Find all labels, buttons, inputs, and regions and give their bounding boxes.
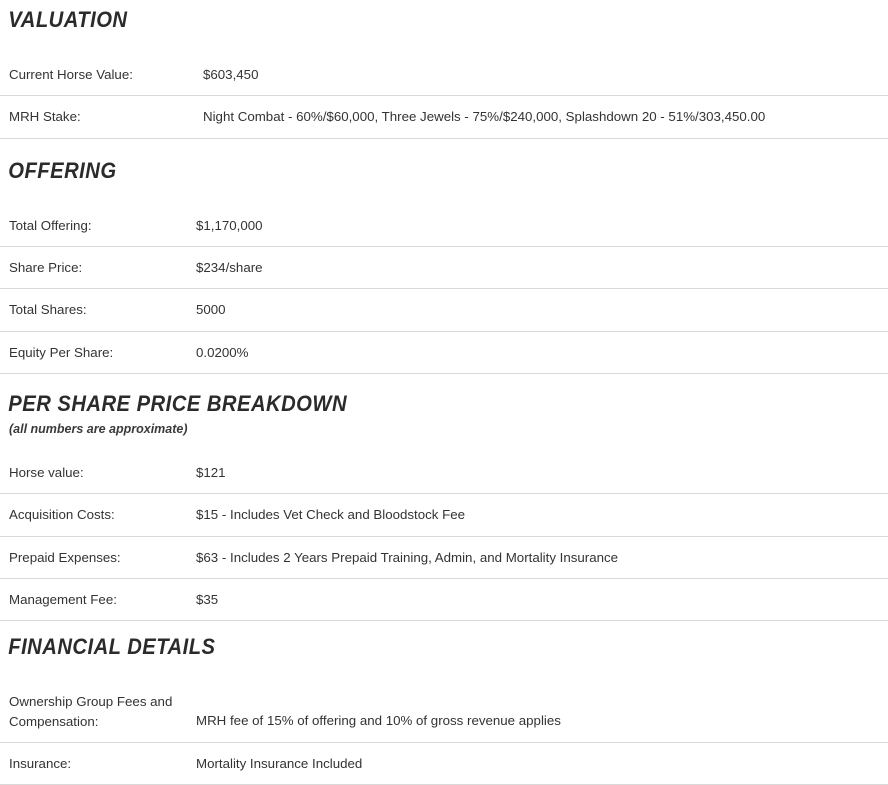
section-per-share-price-breakdown xyxy=(0,392,888,621)
spacer xyxy=(0,659,888,681)
section-title-offering: OFFERING xyxy=(8,157,117,183)
offering-table xyxy=(0,205,888,374)
row-value: Night Combat - 60%/$60,000, Three Jewels - 75%/$240,000, Splashdown 20 - 51%/303,450.00 xyxy=(203,109,766,125)
row-value: 5000 xyxy=(196,302,226,318)
row-label: Equity Per Share: xyxy=(9,344,114,360)
table-row xyxy=(0,681,888,742)
section-subtitle-approximate-note: (all numbers are approximate) xyxy=(9,422,188,437)
row-label: Total Offering: xyxy=(9,217,92,233)
table-row xyxy=(0,494,888,536)
table-row xyxy=(0,96,888,138)
table-row xyxy=(0,205,888,247)
row-label: Management Fee: xyxy=(9,591,117,607)
row-label: Acquisition Costs: xyxy=(9,507,115,523)
row-value: $63 - Includes 2 Years Prepaid Training, Admin, and Mortality Insurance xyxy=(196,549,619,565)
row-label: Prepaid Expenses: xyxy=(9,549,121,565)
row-label: Insurance: xyxy=(9,755,72,771)
row-value: $121 xyxy=(196,465,226,481)
table-row xyxy=(0,247,888,289)
section-offering xyxy=(0,159,888,374)
spacer xyxy=(0,32,888,54)
table-row xyxy=(0,289,888,331)
table-row xyxy=(0,742,888,784)
row-value: $35 xyxy=(196,591,219,607)
row-value: MRH fee of 15% of offering and 10% of gross revenue applies xyxy=(196,713,561,729)
valuation-table xyxy=(0,54,888,139)
row-label: Horse value: xyxy=(9,465,84,481)
table-row xyxy=(0,578,888,620)
section-title-per-share-price-breakdown: PER SHARE PRICE BREAKDOWN xyxy=(8,390,348,416)
row-value: Mortality Insurance Included xyxy=(196,755,363,771)
row-value: $15 - Includes Vet Check and Bloodstock Fee xyxy=(196,507,466,523)
row-label: Current Horse Value: xyxy=(9,67,133,83)
row-value: 0.0200% xyxy=(196,344,249,360)
per-share-breakdown-table xyxy=(0,452,888,621)
section-title-financial-details: FINANCIAL DETAILS xyxy=(8,634,216,660)
spacer xyxy=(0,436,888,452)
row-label: Total Shares: xyxy=(9,302,87,318)
section-valuation xyxy=(0,8,888,139)
spacer xyxy=(0,374,888,392)
table-row xyxy=(0,452,888,494)
table-row xyxy=(0,536,888,578)
row-label: MRH Stake: xyxy=(9,109,81,125)
spacer xyxy=(0,139,888,159)
financial-details-table xyxy=(0,681,888,785)
row-label: Share Price: xyxy=(9,260,83,276)
row-value: $1,170,000 xyxy=(196,217,263,233)
spacer xyxy=(0,183,888,205)
section-financial-details xyxy=(0,635,888,785)
row-value: $603,450 xyxy=(203,67,259,83)
row-label: Ownership Group Fees and Compensation: xyxy=(9,694,173,729)
table-row xyxy=(0,54,888,96)
section-title-valuation: VALUATION xyxy=(8,7,128,32)
row-value: $234/share xyxy=(196,260,263,276)
top-spacer xyxy=(0,0,888,8)
table-row xyxy=(0,331,888,373)
spacer xyxy=(0,621,888,635)
